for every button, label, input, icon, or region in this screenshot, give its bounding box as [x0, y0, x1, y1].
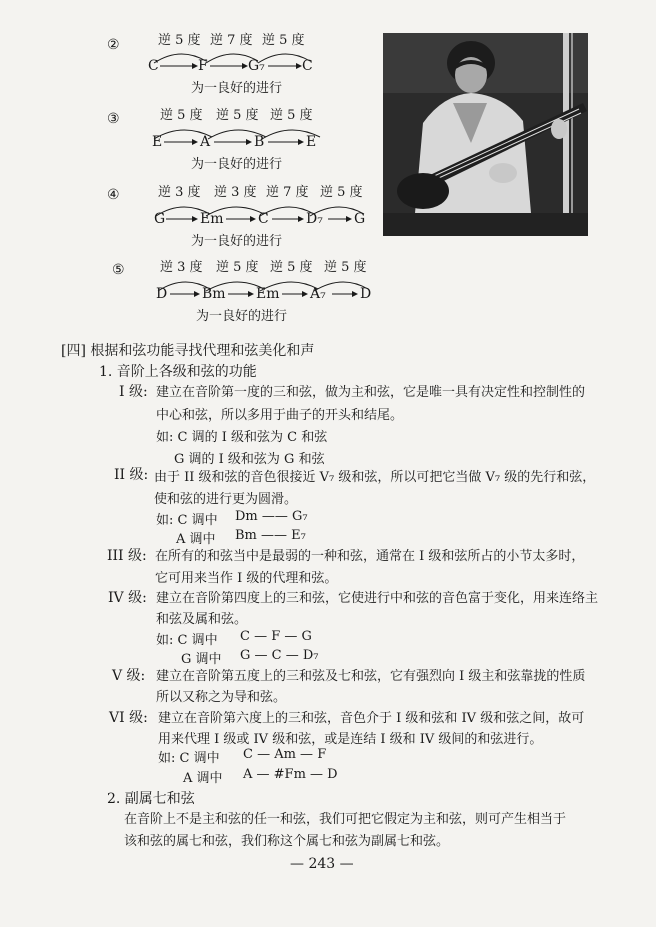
- level-1-text: 中心和弦，所以多用于曲子的开头和结尾。: [156, 408, 404, 423]
- level-2-example-chords: Dm —— G₇: [235, 509, 308, 524]
- level-3-text: 在所有的和弦当中是最弱的一种和弦，通常在 I 级和弦所占的小节太多时，: [155, 549, 585, 564]
- chord: C: [258, 211, 269, 227]
- level-2-text: 由于 II 级和弦的音色很接近 V₇ 级和弦，所以可把它当做 V₇ 级的先行和弦，: [154, 470, 596, 485]
- level-6-text: 建立在音阶第六度上的三和弦，音色介于 I 级和弦和 IV 级和弦之间，故可: [158, 711, 585, 726]
- chord: C: [148, 58, 159, 74]
- level-5-text: 建立在音阶第五度上的三和弦及七和弦，它有强烈向 I 级主和弦靠拢的性质: [156, 669, 586, 684]
- level-2-label: II 级:: [114, 467, 149, 483]
- interval-label: 逆 5 度: [262, 33, 305, 48]
- level-6-example-key: A 调中: [183, 771, 223, 786]
- chord: Em: [256, 286, 280, 302]
- page-number: — 243 —: [290, 856, 354, 872]
- level-6-example-chords: A — #Fm — D: [243, 767, 338, 782]
- level-1-label: I 级:: [119, 384, 148, 400]
- chord: F: [198, 58, 208, 74]
- level-4-example-key: G 调中: [181, 652, 222, 667]
- interval-label: 逆 5 度: [216, 108, 259, 123]
- progression-3-number: ③: [107, 111, 120, 127]
- interval-label: 逆 3 度: [214, 185, 257, 200]
- progression-2-number: ②: [107, 37, 120, 53]
- level-2-example-key: 如: C 调中: [156, 513, 218, 528]
- subsection-1-title: 1. 音阶上各级和弦的功能: [99, 364, 257, 380]
- level-1-example: 如: C 调的 I 级和弦为 C 和弦: [156, 430, 328, 445]
- chord: Bm: [202, 286, 226, 302]
- section-heading: [四] 根据和弦功能寻找代理和弦美化和声: [61, 343, 315, 359]
- level-1-text: 建立在音阶第一度的三和弦，做为主和弦，它是唯一具有决定性和控制性的: [156, 385, 586, 400]
- chord: G: [154, 211, 166, 227]
- progression-5-number: ⑤: [112, 262, 125, 278]
- progression-4-caption: 为一良好的进行: [191, 234, 283, 249]
- level-4-text: 建立在音阶第四度上的三和弦，它使进行中和弦的音色富于变化，用来连络主: [156, 591, 599, 606]
- chord: C: [302, 58, 313, 74]
- paragraph: 在音阶上不是主和弦的任一和弦，我们可把它假定为主和弦，则可产生相当于: [124, 812, 567, 827]
- chord: D: [156, 286, 168, 302]
- level-3-text: 它可用来当作 I 级的代理和弦。: [155, 571, 338, 586]
- level-4-example-chords: C — F — G: [240, 629, 312, 644]
- level-2-example-key: A 调中: [176, 532, 216, 547]
- interval-label: 逆 3 度: [160, 260, 203, 275]
- chord: E: [152, 134, 163, 150]
- level-5-text: 所以又称之为导和弦。: [156, 690, 287, 705]
- interval-label: 逆 5 度: [216, 260, 259, 275]
- guitarist-photo-icon: [383, 33, 588, 236]
- interval-label: 逆 5 度: [324, 260, 367, 275]
- progression-3-caption: 为一良好的进行: [191, 157, 283, 172]
- interval-label: 逆 5 度: [160, 108, 203, 123]
- level-6-text: 用来代理 I 级或 IV 级和弦，或是连结 I 级和 IV 级间的和弦进行。: [158, 732, 543, 747]
- level-5-label: V 级:: [112, 668, 146, 684]
- level-6-label: VI 级:: [109, 710, 148, 726]
- interval-label: 逆 5 度: [158, 33, 201, 48]
- interval-label: 逆 5 度: [320, 185, 363, 200]
- chord: G₇: [248, 58, 265, 74]
- interval-label: 逆 5 度: [270, 108, 313, 123]
- level-4-text: 和弦及属和弦。: [156, 612, 248, 627]
- progression-4-number: ④: [107, 187, 120, 203]
- progression-5-caption: 为一良好的进行: [196, 309, 288, 324]
- level-2-text: 使和弦的进行更为圆滑。: [154, 492, 298, 507]
- level-4-label: IV 级:: [108, 590, 147, 606]
- level-4-example-chords: G — C — D₇: [240, 648, 319, 663]
- chord: E: [306, 134, 317, 150]
- chord: B: [254, 134, 265, 150]
- progression-2-caption: 为一良好的进行: [191, 81, 283, 96]
- interval-label: 逆 5 度: [270, 260, 313, 275]
- level-1-example: G 调的 I 级和弦为 G 和弦: [174, 452, 325, 467]
- level-3-label: III 级:: [107, 548, 147, 564]
- level-6-example-chords: C — Am — F: [243, 747, 327, 762]
- chord: G: [354, 211, 366, 227]
- interval-label: 逆 3 度: [158, 185, 201, 200]
- interval-label: 逆 7 度: [266, 185, 309, 200]
- level-4-example-key: 如: C 调中: [156, 633, 218, 648]
- chord: A₇: [310, 286, 326, 302]
- guitarist-photo: [383, 33, 588, 236]
- chord: D₇: [306, 211, 323, 227]
- level-2-example-chords: Bm —— E₇: [235, 528, 306, 543]
- subsection-2-title: 2. 副属七和弦: [107, 791, 195, 807]
- chord: A: [200, 134, 211, 150]
- interval-label: 逆 7 度: [210, 33, 253, 48]
- paragraph: 该和弦的属七和弦，我们称这个属七和弦为副属七和弦。: [124, 834, 450, 849]
- chord: D: [360, 286, 372, 302]
- level-6-example-key: 如: C 调中: [158, 751, 220, 766]
- chord: Em: [200, 211, 224, 227]
